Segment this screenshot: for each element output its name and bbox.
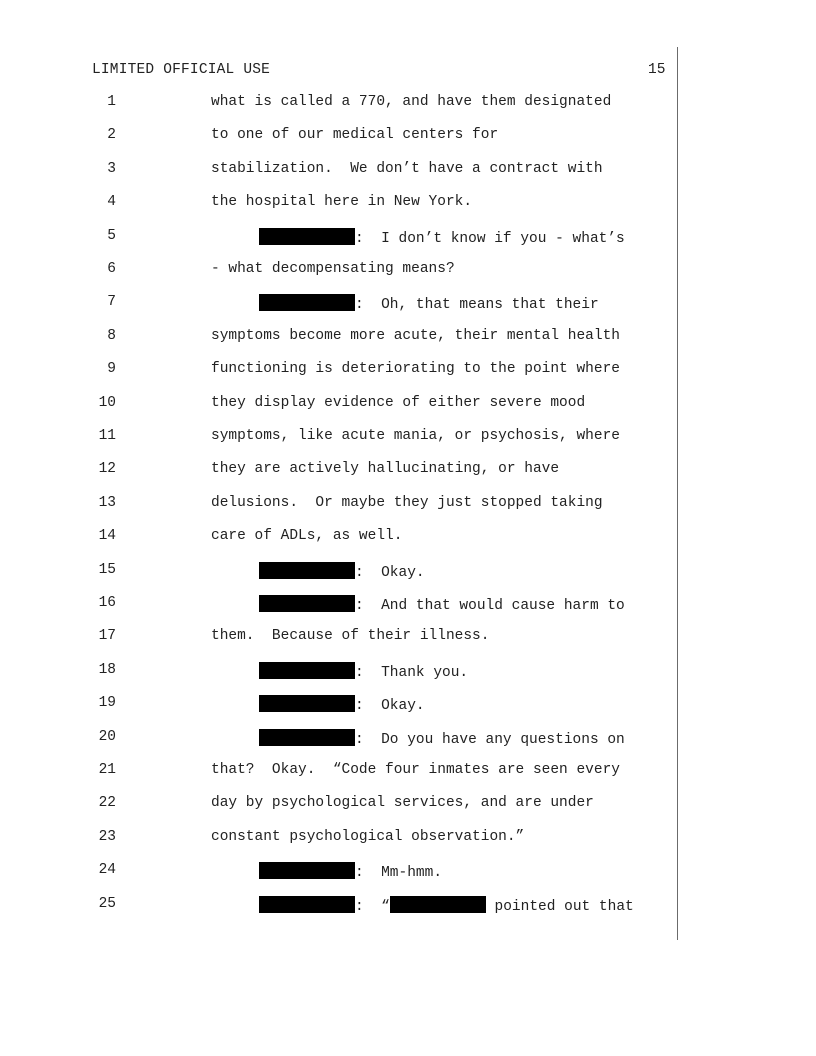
- redaction-block: [390, 896, 486, 913]
- line-number: 7: [107, 294, 116, 311]
- line-text: [211, 395, 585, 411]
- line-number: 18: [98, 661, 116, 678]
- line-number: 8: [107, 327, 116, 344]
- line-text-segment: to one of our medical centers for: [211, 127, 499, 144]
- line-text-segment: they are actively hallucinating, or have: [211, 461, 560, 478]
- line-text-segment: functioning is deteriorating to the point where: [211, 361, 620, 378]
- transcript-line: [0, 896, 816, 916]
- line-text: [259, 729, 625, 748]
- line-number: 17: [98, 628, 116, 645]
- line-text: [211, 428, 620, 444]
- line-text-segment: symptoms become more acute, their mental health: [211, 327, 620, 344]
- transcript-line: [0, 328, 816, 348]
- line-text-segment: they display evidence of either severe mood: [211, 394, 586, 411]
- transcript-line: [0, 595, 816, 615]
- line-text-segment: : Oh, that means that their: [355, 297, 599, 314]
- transcript-line: [0, 495, 816, 515]
- transcript-line: [0, 127, 816, 147]
- redaction-block: [259, 562, 355, 579]
- line-number: 14: [98, 528, 116, 545]
- transcript-line: [0, 161, 816, 181]
- line-text: [259, 662, 468, 681]
- line-text: [259, 896, 634, 915]
- transcript-line: [0, 562, 816, 582]
- line-text-segment: delusions. Or maybe they just stopped taking: [211, 494, 603, 511]
- line-number: 12: [98, 461, 116, 478]
- line-text: [259, 595, 625, 614]
- line-text-segment: : Okay.: [355, 698, 425, 715]
- transcript-line: [0, 228, 816, 248]
- line-text: [211, 461, 559, 477]
- transcript-line: [0, 395, 816, 415]
- line-text-segment: - what decompensating means?: [211, 261, 455, 277]
- line-text: [211, 495, 603, 511]
- page-number: 15: [648, 62, 666, 78]
- line-text: [259, 294, 599, 313]
- line-text: [211, 762, 620, 778]
- redaction-block: [259, 729, 355, 746]
- line-number: 22: [98, 795, 116, 812]
- transcript-line: [0, 695, 816, 715]
- line-text-segment: : Do you have any questions on: [355, 731, 625, 748]
- line-number: 5: [107, 227, 116, 244]
- line-number: 11: [98, 428, 116, 444]
- line-number: 21: [98, 762, 116, 778]
- line-number: 13: [98, 494, 116, 511]
- line-number: 19: [98, 695, 116, 712]
- transcript-line: [0, 528, 816, 548]
- line-text: [259, 228, 625, 247]
- line-text: [211, 127, 498, 143]
- transcript-line: [0, 762, 816, 782]
- redaction-block: [259, 695, 355, 712]
- line-text-segment: : Mm-hmm.: [355, 865, 443, 882]
- line-number: 9: [107, 361, 116, 378]
- line-number: 24: [98, 862, 116, 879]
- redaction-block: [259, 662, 355, 679]
- transcript-line: [0, 261, 816, 281]
- line-text-segment: : I don’t know if you - what’s: [355, 230, 625, 247]
- transcript-line: [0, 94, 816, 114]
- line-text: [211, 528, 402, 544]
- transcript-line: [0, 862, 816, 882]
- line-number: 10: [98, 394, 116, 411]
- redaction-block: [259, 228, 355, 245]
- line-text-segment: : Thank you.: [355, 664, 469, 681]
- transcript-line: [0, 662, 816, 682]
- line-text-segment: that? Okay. “Code four inmates are seen every: [211, 762, 620, 778]
- line-number: 2: [107, 127, 116, 144]
- line-text-segment: : “: [355, 898, 390, 915]
- line-text-segment: the hospital here in New York.: [211, 194, 473, 211]
- redaction-block: [259, 595, 355, 612]
- line-text: [211, 795, 594, 811]
- line-number: 1: [107, 94, 116, 110]
- line-number: 4: [107, 194, 116, 211]
- line-text: [211, 829, 524, 845]
- transcript-line: [0, 795, 816, 815]
- line-text: [211, 261, 455, 277]
- redaction-block: [259, 896, 355, 913]
- line-number: 3: [107, 160, 116, 177]
- line-text: [211, 628, 489, 644]
- line-text: [259, 562, 425, 581]
- transcript-line: [0, 294, 816, 314]
- classification-header: LIMITED OFFICIAL USE: [92, 62, 271, 78]
- line-text-segment: care of ADLs, as well.: [211, 528, 403, 545]
- redaction-block: [259, 862, 355, 879]
- transcript-line: [0, 428, 816, 448]
- line-number: 20: [98, 728, 116, 745]
- transcript-line: [0, 729, 816, 749]
- line-text-segment: pointed out that: [485, 898, 634, 915]
- line-text-segment: symptoms, like acute mania, or psychosis, where: [211, 428, 620, 444]
- line-text: [211, 194, 472, 210]
- line-number: 25: [98, 895, 116, 912]
- line-text: [211, 361, 620, 377]
- line-text: [211, 328, 620, 344]
- line-text-segment: them. Because of their illness.: [211, 628, 490, 645]
- transcript-line: [0, 628, 816, 648]
- transcript-line: [0, 829, 816, 849]
- line-text: [211, 161, 603, 177]
- line-text: [259, 695, 425, 714]
- line-text-segment: day by psychological services, and are under: [211, 795, 594, 812]
- line-text: [259, 862, 442, 881]
- line-number: 15: [98, 561, 116, 578]
- line-number: 6: [107, 261, 116, 277]
- line-text-segment: stabilization. We don’t have a contract with: [211, 160, 603, 177]
- line-number: 16: [98, 595, 116, 611]
- line-text: [211, 94, 611, 110]
- transcript-line: [0, 361, 816, 381]
- line-text-segment: constant psychological observation.”: [211, 828, 525, 845]
- transcript-line: [0, 461, 816, 481]
- line-text-segment: what is called a 770, and have them designated: [211, 94, 612, 110]
- line-text-segment: : Okay.: [355, 564, 425, 581]
- line-number: 23: [98, 828, 116, 845]
- redaction-block: [259, 294, 355, 311]
- line-text-segment: : And that would cause harm to: [355, 598, 625, 614]
- transcript-line: [0, 194, 816, 214]
